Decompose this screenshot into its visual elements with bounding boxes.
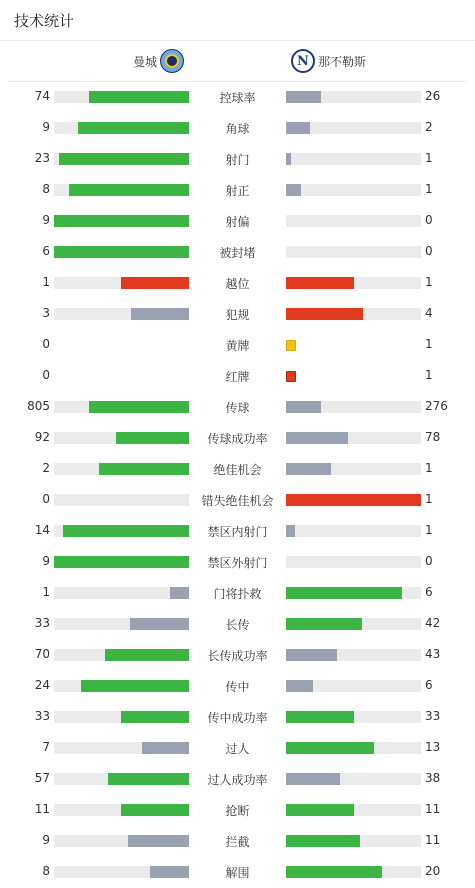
stat-row [0,206,475,237]
stat-row [0,857,475,888]
home-stat-bar-fill [150,866,189,878]
away-stat-value: 6 [425,585,433,599]
home-stat-bar-fill [121,804,189,816]
away-stat-value: 11 [425,802,441,816]
home-stat-bar [54,618,189,630]
home-stat-value: 70 [34,647,50,661]
away-stat-bar [286,866,421,878]
away-stat-bar-fill [286,804,354,816]
away-stat-value: 43 [425,647,441,661]
home-stat-bar-fill [81,680,189,692]
stat-label: 传中成功率 [207,711,268,725]
away-stat-bar [286,432,421,444]
away-team[interactable] [291,41,369,81]
stat-label: 错失绝佳机会 [201,494,274,508]
home-stat-value: 33 [34,709,50,723]
yellow-card-icon [286,340,296,351]
napoli-logo-icon: N [291,49,315,73]
away-stat-bar [286,308,421,320]
home-stat-bar-fill [59,153,189,165]
away-stat-bar-fill [286,308,363,320]
stat-row [0,423,475,454]
home-stat-bar-fill [142,742,189,754]
home-stat-value: 11 [34,802,50,816]
away-stat-value: 13 [425,740,441,754]
away-stat-value: 2 [425,120,433,134]
away-team-name: 那不勒斯 [318,54,367,69]
stat-label: 控球率 [219,91,256,105]
home-stat-bar-fill [78,122,189,134]
away-stat-bar [286,91,421,103]
stats-list [0,82,475,888]
away-stat-bar [286,401,421,413]
home-stat-bar-fill [99,463,189,475]
stat-label: 红牌 [225,370,250,384]
home-stat-bar [54,711,189,723]
stat-row [0,733,475,764]
home-stat-bar [54,91,189,103]
home-stat-value: 23 [34,151,50,165]
away-stat-bar [286,494,421,506]
stat-label: 射门 [225,153,250,167]
home-stat-bar-fill [121,711,189,723]
home-stat-bar-fill [108,773,189,785]
home-stat-bar [54,742,189,754]
away-stat-value: 1 [425,337,433,351]
home-team[interactable] [130,41,184,81]
home-stat-bar-fill [69,184,189,196]
stat-label: 门将扑救 [213,587,262,601]
away-stat-bar-fill [286,835,360,847]
away-stat-value: 1 [425,182,433,196]
away-stat-bar-fill [286,618,362,630]
home-stat-value: 92 [34,430,50,444]
home-stat-bar-fill [54,556,189,568]
away-stat-bar-fill [286,680,313,692]
stat-label: 绝佳机会 [213,463,262,477]
home-stat-value: 33 [34,616,50,630]
away-stat-bar [286,711,421,723]
home-stat-value: 14 [34,523,50,537]
home-stat-bar-fill [131,308,189,320]
stat-label: 射正 [225,184,250,198]
stat-label: 长传 [225,618,250,632]
home-stat-bar-fill [54,215,189,227]
away-stat-value: 0 [425,244,433,258]
home-stat-bar [54,153,189,165]
home-stat-value: 0 [42,337,50,351]
home-stat-bar-fill [128,835,189,847]
home-stat-value: 9 [42,120,50,134]
stat-label: 被封堵 [219,246,256,260]
stat-label: 过人成功率 [207,773,268,787]
away-stat-bar-fill [286,866,382,878]
stat-row [0,795,475,826]
away-stat-value: 0 [425,554,433,568]
manchester-city-logo-icon [160,49,184,73]
away-stat-bar-fill [286,184,301,196]
away-stat-value: 11 [425,833,441,847]
stat-label: 长传成功率 [207,649,268,663]
away-stat-value: 276 [425,399,448,413]
home-stat-bar [54,494,189,506]
home-stat-bar [54,432,189,444]
page-title: 技术统计 [14,11,75,30]
home-stat-bar [54,215,189,227]
home-stat-value: 8 [42,864,50,878]
stat-label: 传中 [225,680,250,694]
stat-label: 抢断 [225,804,250,818]
home-stat-bar-fill [105,649,189,661]
home-stat-bar-fill [121,277,189,289]
stat-row [0,516,475,547]
stat-row [0,609,475,640]
away-stat-bar [286,680,421,692]
away-stat-bar [286,122,421,134]
home-stat-bar [54,525,189,537]
away-stat-value: 26 [425,89,441,103]
stat-row [0,671,475,702]
stat-row [0,485,475,516]
stat-row [0,640,475,671]
home-stat-value: 2 [42,461,50,475]
home-stat-value: 8 [42,182,50,196]
home-stat-bar [54,649,189,661]
home-stat-bar-fill [89,401,189,413]
away-stat-bar [286,804,421,816]
away-stat-bar [286,618,421,630]
stat-label: 传球 [225,401,250,415]
away-stat-bar-fill [286,742,374,754]
away-stat-bar [286,246,421,258]
home-stat-bar-fill [89,91,189,103]
away-stat-bar [286,463,421,475]
home-stat-value: 74 [34,89,50,103]
stat-row [0,268,475,299]
away-stat-bar [286,649,421,661]
stat-row [0,547,475,578]
away-stat-bar [286,215,421,227]
away-stat-value: 4 [425,306,433,320]
section-header [0,0,475,41]
away-stat-bar [286,184,421,196]
stat-label: 犯规 [225,308,250,322]
away-stat-bar-fill [286,122,310,134]
home-team-name: 曼城 [132,54,157,69]
home-stat-bar-fill [116,432,189,444]
home-stat-value: 9 [42,833,50,847]
away-stat-bar-fill [286,153,291,165]
home-stat-bar [54,463,189,475]
home-stat-value: 57 [34,771,50,785]
home-stat-bar-fill [170,587,189,599]
away-stat-value: 0 [425,213,433,227]
home-stat-value: 9 [42,554,50,568]
stat-row [0,578,475,609]
away-stat-bar [286,277,421,289]
home-stat-bar [54,773,189,785]
away-stat-bar-fill [286,91,321,103]
home-stat-bar [54,556,189,568]
stat-row [0,144,475,175]
away-stat-bar-fill [286,463,331,475]
home-stat-bar [54,184,189,196]
away-stat-value: 1 [425,492,433,506]
away-stat-bar [286,835,421,847]
away-stat-value: 33 [425,709,441,723]
away-stat-value: 1 [425,523,433,537]
away-stat-bar-fill [286,525,295,537]
home-stat-bar [54,122,189,134]
stat-label: 禁区内射门 [207,525,268,539]
home-stat-value: 1 [42,585,50,599]
home-stat-bar [54,680,189,692]
away-stat-value: 78 [425,430,441,444]
home-stat-value: 0 [42,368,50,382]
home-stat-value: 3 [42,306,50,320]
away-stat-bar-fill [286,401,321,413]
home-stat-bar [54,308,189,320]
away-stat-bar [286,153,421,165]
away-stat-bar-fill [286,587,402,599]
home-stat-value: 1 [42,275,50,289]
stat-row [0,454,475,485]
stat-row [0,361,475,392]
away-stat-bar-fill [286,432,348,444]
stat-label: 黄牌 [225,339,250,353]
stat-row [0,299,475,330]
home-stat-value: 6 [42,244,50,258]
home-stat-bar-fill [130,618,189,630]
stat-label: 传球成功率 [207,432,268,446]
home-stat-bar [54,277,189,289]
away-stat-bar-fill [286,649,337,661]
away-stat-value: 6 [425,678,433,692]
away-stat-bar [286,525,421,537]
stat-label: 射偏 [225,215,250,229]
stat-row [0,330,475,361]
away-stat-bar-fill [286,277,354,289]
stat-row [0,826,475,857]
home-stat-bar-fill [54,246,189,258]
stat-row [0,175,475,206]
home-stat-bar [54,401,189,413]
home-stat-value: 24 [34,678,50,692]
away-stat-value: 38 [425,771,441,785]
home-stat-bar-fill [63,525,189,537]
home-stat-bar [54,246,189,258]
away-stat-bar-fill [286,711,354,723]
away-stat-bar [286,773,421,785]
away-stat-value: 1 [425,461,433,475]
away-stat-value: 42 [425,616,441,630]
home-stat-bar [54,804,189,816]
team-header [8,41,467,82]
away-stat-value: 1 [425,151,433,165]
stat-row [0,392,475,423]
away-stat-bar-fill [286,773,340,785]
home-stat-value: 0 [42,492,50,506]
away-stat-value: 1 [425,368,433,382]
home-stat-bar [54,866,189,878]
away-stat-bar [286,742,421,754]
stat-label: 拦截 [225,835,250,849]
stat-label: 越位 [225,277,250,291]
stat-row [0,702,475,733]
away-stat-bar [286,556,421,568]
home-stat-value: 9 [42,213,50,227]
away-stat-bar-fill [286,494,421,506]
stat-row [0,82,475,113]
red-card-icon [286,371,296,382]
home-stat-value: 805 [27,399,50,413]
away-stat-value: 1 [425,275,433,289]
stat-row [0,237,475,268]
stat-row [0,113,475,144]
home-stat-bar [54,835,189,847]
away-stat-value: 20 [425,864,441,878]
stat-label: 过人 [225,742,250,756]
stat-label: 禁区外射门 [207,556,268,570]
home-stat-bar [54,587,189,599]
away-stat-bar [286,587,421,599]
stat-label: 解围 [225,866,250,880]
home-stat-value: 7 [42,740,50,754]
stat-label: 角球 [225,122,250,136]
stat-row [0,764,475,795]
